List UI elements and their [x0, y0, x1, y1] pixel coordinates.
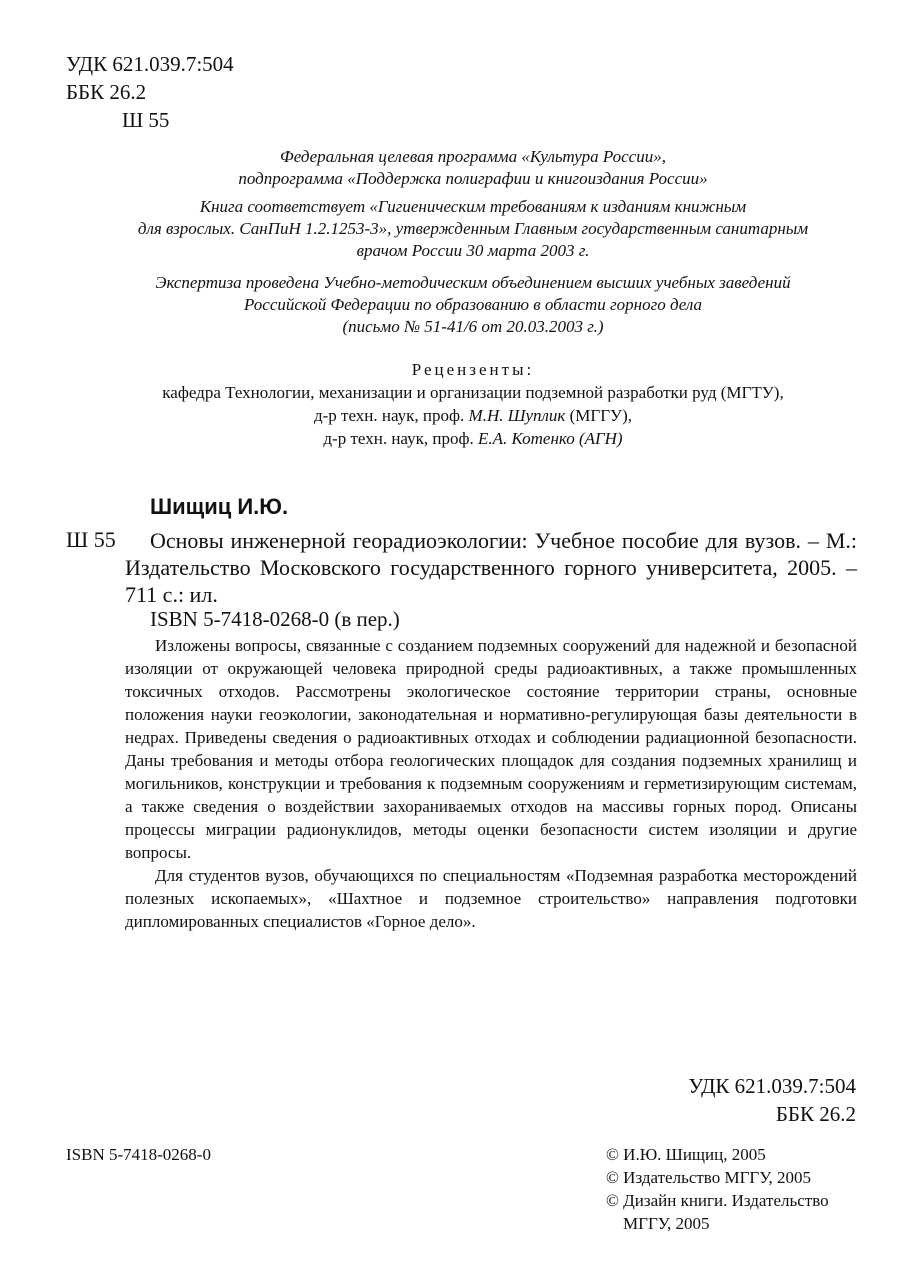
- isbn-binding: ISBN 5-7418-0268-0 (в пер.): [150, 607, 400, 631]
- copyright-author: © И.Ю. Шищиц, 2005: [606, 1145, 766, 1164]
- reviewer-1-title: д-р техн. наук, проф.: [313, 406, 465, 425]
- reviewer-2: [80, 427, 866, 450]
- bibliographic-description: [125, 527, 857, 608]
- author-sign: Ш 55: [122, 108, 170, 132]
- hygiene-note-line: врачом России 30 марта 2003 г.: [356, 241, 590, 260]
- annotation-paragraph: Изложены вопросы, связанные с созданием подземных сооружений для надежной и безопасной изоляции от окружающей человека природной среды радиоактивных, а также промышленных токсичных отходов. Рассмотрены экологическое состояние территории страны, основные положения науки геоэкологии, законодательная и нормативно-регулирующая базы деятельности в недрах. Приведены сведения о радиоактивных отходах и соблюдении радиационной безопасности. Даны требования и методы отбора геологических площадок для создания подземных хранилищ и могильников, конструкции и требования к подземным сооружениям и герметизирующим системам, а также сведения о воздействии захораниваемых отходов на массивы горных пород. Описаны процессы миграции радионуклидов, методы оценки безопасности систем изоляции и другие вопросы.: [125, 636, 857, 862]
- footer-bbk: ББК 26.2: [775, 1102, 856, 1126]
- copyright-design: © Дизайн книги. Издательство: [606, 1191, 829, 1210]
- expertise-note-line: Российской Федерации по образованию в области горного дела: [244, 295, 702, 314]
- reviewer-1-name: М.Н. Шуплик: [468, 406, 566, 425]
- footer-udk: УДК 621.039.7:504: [688, 1074, 856, 1098]
- reviewer-2-name: Е.А. Котенко (АГН): [477, 429, 623, 448]
- description-text: Основы инженерной георадиоэкологии: Учебное пособие для вузов. – М.: Издательство Московского государственного горного университета, 2005. – 711 с.: ил.: [125, 528, 857, 607]
- reviewers-block: [80, 358, 866, 450]
- program-note-line: подпрограмма «Поддержка полиграфии и книгоиздания России»: [238, 169, 708, 188]
- udk-code: УДК 621.039.7:504: [66, 52, 234, 76]
- reviewer-department: кафедра Технологии, механизации и организации подземной разработки руд (МГТУ),: [162, 383, 784, 402]
- book-author: Шищиц И.Ю.: [150, 494, 289, 519]
- expertise-note: [80, 272, 866, 338]
- hygiene-note: [80, 196, 866, 262]
- program-note: [80, 146, 866, 190]
- book-sign: Ш 55: [66, 527, 116, 552]
- copyright-publisher: © Издательство МГГУ, 2005: [606, 1168, 811, 1187]
- annotation: [125, 634, 857, 933]
- reviewers-heading: Рецензенты:: [411, 360, 535, 379]
- expertise-note-line: Экспертиза проведена Учебно-методическим объединением высших учебных заведений: [155, 273, 791, 292]
- hygiene-note-line: Книга соответствует «Гигиеническим требованиям к изданиям книжным: [199, 197, 747, 216]
- reviewer-1-org: (МГГУ),: [569, 406, 633, 425]
- audience-paragraph: Для студентов вузов, обучающихся по специальностям «Подземная разработка месторождений полезных ископаемых», «Шахтное и подземное строительство» направления подготовки дипломированных специалистов «Горное дело».: [125, 866, 857, 931]
- copyright-design-cont: МГГУ, 2005: [623, 1214, 710, 1233]
- reviewer-2-title: д-р техн. наук, проф.: [323, 429, 474, 448]
- expertise-note-line: (письмо № 51-41/6 от 20.03.2003 г.): [342, 317, 604, 336]
- footer-isbn: ISBN 5-7418-0268-0: [66, 1145, 211, 1164]
- copyright-block: [606, 1143, 829, 1235]
- hygiene-note-line: для взрослых. СанПиН 1.2.1253-3», утвержденным Главным государственным санитарным: [137, 219, 809, 238]
- bbk-code: ББК 26.2: [66, 80, 147, 104]
- classification-block: [66, 50, 234, 134]
- footer-classification: [600, 1072, 856, 1128]
- program-note-line: Федеральная целевая программа «Культура России»,: [280, 147, 666, 166]
- reviewer-1: [80, 404, 866, 427]
